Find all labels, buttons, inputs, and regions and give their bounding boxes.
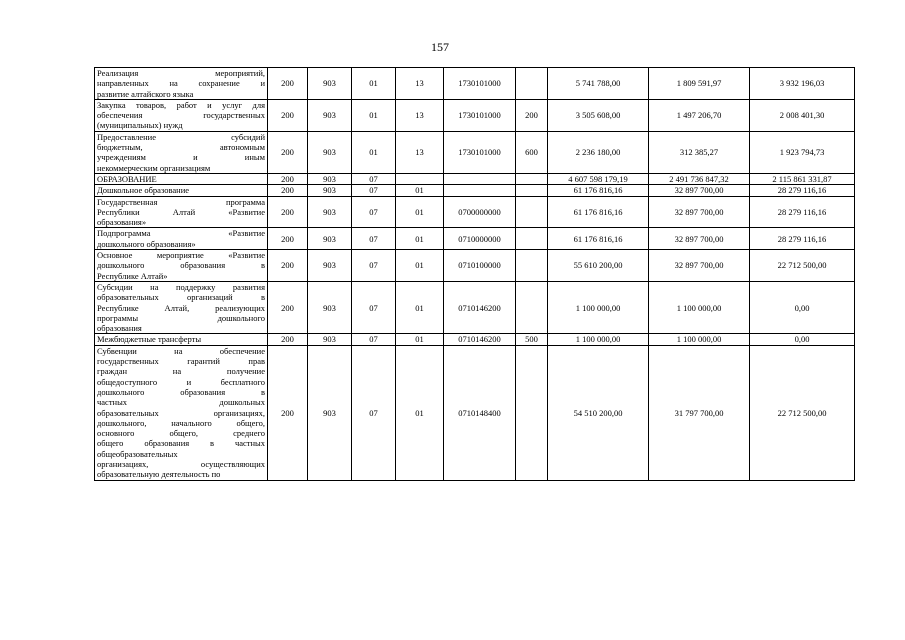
ved-cell: 903	[308, 281, 352, 333]
item-name-line: Дошкольное образование	[97, 185, 190, 196]
total-amount-cell: 1 100 000,00	[548, 281, 649, 333]
table-row	[95, 68, 855, 100]
item-name-line: общеобразовательных	[97, 448, 178, 459]
grbs-cell: 200	[268, 68, 308, 100]
target-article-cell: 1730101000	[444, 68, 516, 100]
item-name-line: организациях, осуществляющих	[97, 458, 265, 469]
item-name-line: образовательных организациях,	[97, 407, 265, 418]
subsection-cell: 13	[396, 131, 444, 173]
ved-cell: 903	[308, 196, 352, 228]
grbs-cell: 200	[268, 281, 308, 333]
section-cell: 01	[352, 68, 396, 100]
subsection-cell: 01	[396, 250, 444, 282]
total-amount-cell: 61 176 816,16	[548, 196, 649, 228]
target-article-cell	[444, 173, 516, 184]
ved-cell: 903	[308, 228, 352, 250]
item-name-line: дошкольного образования в	[97, 260, 265, 271]
federal-amount-cell: 312 385,27	[649, 131, 750, 173]
item-name-line: государственных гарантий прав	[97, 356, 265, 367]
target-article-cell: 0710146200	[444, 281, 516, 333]
expense-type-cell: 200	[516, 99, 548, 131]
item-name-line: Реализация мероприятий,	[97, 68, 265, 78]
item-name-line: основного общего, среднего	[97, 428, 265, 439]
regional-amount-cell: 28 279 116,16	[750, 185, 855, 196]
item-name-cell	[95, 228, 268, 250]
expense-type-cell	[516, 281, 548, 333]
grbs-cell: 200	[268, 131, 308, 173]
item-name-line: образовательную деятельность по	[97, 469, 221, 480]
federal-amount-cell: 1 497 206,70	[649, 99, 750, 131]
target-article-cell: 0710100000	[444, 250, 516, 282]
item-name-line: Государственная программа	[97, 196, 265, 207]
ved-cell: 903	[308, 99, 352, 131]
table-row	[95, 250, 855, 282]
item-name-line: частных дошкольных	[97, 397, 265, 408]
table-row	[95, 281, 855, 333]
grbs-cell: 200	[268, 228, 308, 250]
item-name-line: некоммерческим организациям	[97, 162, 211, 173]
ved-cell: 903	[308, 250, 352, 282]
ved-cell: 903	[308, 345, 352, 480]
regional-amount-cell: 0,00	[750, 334, 855, 345]
item-name-line: развитие алтайского языка	[97, 88, 194, 99]
total-amount-cell: 2 236 180,00	[548, 131, 649, 173]
total-amount-cell: 54 510 200,00	[548, 345, 649, 480]
regional-amount-cell: 28 279 116,16	[750, 228, 855, 250]
federal-amount-cell: 32 897 700,00	[649, 228, 750, 250]
grbs-cell: 200	[268, 334, 308, 345]
item-name-line: образования	[97, 323, 142, 334]
total-amount-cell: 4 607 598 179,19	[548, 173, 649, 184]
regional-amount-cell: 2 008 401,30	[750, 99, 855, 131]
budget-table	[94, 67, 855, 481]
section-cell: 07	[352, 185, 396, 196]
grbs-cell: 200	[268, 99, 308, 131]
page-number: 157	[431, 40, 449, 54]
federal-amount-cell: 1 100 000,00	[649, 281, 750, 333]
total-amount-cell: 1 100 000,00	[548, 334, 649, 345]
regional-amount-cell: 0,00	[750, 281, 855, 333]
federal-amount-cell: 2 491 736 847,32	[649, 173, 750, 184]
expense-type-cell: 600	[516, 131, 548, 173]
item-name-line: Подпрограмма «Развитие	[97, 228, 265, 239]
subsection-cell: 01	[396, 345, 444, 480]
item-name-line: Субвенции на обеспечение	[97, 345, 265, 356]
section-cell: 07	[352, 345, 396, 480]
target-article-cell: 0710000000	[444, 228, 516, 250]
total-amount-cell: 3 505 608,00	[548, 99, 649, 131]
item-name-line: программы дошкольного	[97, 312, 265, 323]
regional-amount-cell: 2 115 861 331,87	[750, 173, 855, 184]
item-name-line: дошкольного, начального общего,	[97, 417, 265, 428]
item-name-line: граждан на получение	[97, 366, 265, 377]
regional-amount-cell: 3 932 196,03	[750, 68, 855, 100]
federal-amount-cell: 31 797 700,00	[649, 345, 750, 480]
section-cell: 07	[352, 250, 396, 282]
item-name-line: Субсидии на поддержку развития	[97, 281, 265, 292]
section-cell: 07	[352, 334, 396, 345]
ved-cell: 903	[308, 131, 352, 173]
item-name-line: направленных на сохранение и	[97, 78, 265, 89]
federal-amount-cell: 32 897 700,00	[649, 196, 750, 228]
total-amount-cell: 61 176 816,16	[548, 228, 649, 250]
item-name-line: Основное мероприятие «Развитие	[97, 250, 265, 261]
item-name-line: (муниципальных) нужд	[97, 120, 183, 131]
subsection-cell: 01	[396, 281, 444, 333]
federal-amount-cell: 32 897 700,00	[649, 185, 750, 196]
target-article-cell: 1730101000	[444, 99, 516, 131]
ved-cell: 903	[308, 68, 352, 100]
subsection-cell: 01	[396, 196, 444, 228]
table-row	[95, 345, 855, 480]
subsection-cell: 13	[396, 99, 444, 131]
item-name-line: образования»	[97, 217, 147, 228]
regional-amount-cell: 22 712 500,00	[750, 345, 855, 480]
item-name-cell	[95, 68, 268, 100]
item-name-cell	[95, 250, 268, 282]
item-name-cell	[95, 99, 268, 131]
subsection-cell: 01	[396, 185, 444, 196]
federal-amount-cell: 32 897 700,00	[649, 250, 750, 282]
table-row	[95, 185, 855, 196]
table-row	[95, 99, 855, 131]
item-name-line: Предоставление субсидий	[97, 131, 265, 142]
table-row	[95, 228, 855, 250]
section-cell: 01	[352, 99, 396, 131]
federal-amount-cell: 1 100 000,00	[649, 334, 750, 345]
section-cell: 01	[352, 131, 396, 173]
expense-type-cell	[516, 345, 548, 480]
expense-type-cell	[516, 228, 548, 250]
federal-amount-cell: 1 809 591,97	[649, 68, 750, 100]
item-name-line: Межбюджетные трансферты	[97, 334, 202, 345]
regional-amount-cell: 22 712 500,00	[750, 250, 855, 282]
item-name-cell	[95, 334, 268, 345]
table-row	[95, 131, 855, 173]
section-cell: 07	[352, 196, 396, 228]
regional-amount-cell: 28 279 116,16	[750, 196, 855, 228]
expense-type-cell: 500	[516, 334, 548, 345]
total-amount-cell: 55 610 200,00	[548, 250, 649, 282]
item-name-line: обеспечения государственных	[97, 110, 265, 121]
ved-cell: 903	[308, 185, 352, 196]
target-article-cell	[444, 185, 516, 196]
regional-amount-cell: 1 923 794,73	[750, 131, 855, 173]
item-name-cell	[95, 345, 268, 480]
item-name-line: Республике Алтай, реализующих	[97, 302, 265, 313]
table-row	[95, 196, 855, 228]
grbs-cell: 200	[268, 250, 308, 282]
item-name-line: ОБРАЗОВАНИЕ	[97, 173, 157, 184]
section-cell: 07	[352, 173, 396, 184]
expense-type-cell	[516, 185, 548, 196]
subsection-cell: 01	[396, 228, 444, 250]
grbs-cell: 200	[268, 345, 308, 480]
item-name-cell	[95, 281, 268, 333]
expense-type-cell	[516, 68, 548, 100]
item-name-cell	[95, 196, 268, 228]
item-name-cell	[95, 185, 268, 196]
expense-type-cell	[516, 250, 548, 282]
item-name-line: дошкольного образования в	[97, 386, 265, 397]
target-article-cell: 0710146200	[444, 334, 516, 345]
item-name-cell	[95, 173, 268, 184]
expense-type-cell	[516, 173, 548, 184]
ved-cell: 903	[308, 173, 352, 184]
item-name-cell	[95, 131, 268, 173]
item-name-line: учреждениям и иным	[97, 152, 265, 163]
total-amount-cell: 5 741 788,00	[548, 68, 649, 100]
table-row	[95, 334, 855, 345]
item-name-line: образовательных организаций в	[97, 292, 265, 303]
item-name-line: общедоступного и бесплатного	[97, 376, 265, 387]
subsection-cell	[396, 173, 444, 184]
total-amount-cell: 61 176 816,16	[548, 185, 649, 196]
target-article-cell: 0710148400	[444, 345, 516, 480]
item-name-line: Республики Алтай «Развитие	[97, 206, 265, 217]
ved-cell: 903	[308, 334, 352, 345]
grbs-cell: 200	[268, 185, 308, 196]
target-article-cell: 0700000000	[444, 196, 516, 228]
item-name-line: дошкольного образования»	[97, 238, 196, 249]
section-cell: 07	[352, 228, 396, 250]
item-name-line: бюджетным, автономным	[97, 142, 265, 153]
grbs-cell: 200	[268, 196, 308, 228]
item-name-line: общего образования в частных	[97, 438, 265, 449]
target-article-cell: 1730101000	[444, 131, 516, 173]
table-body	[95, 68, 855, 481]
subsection-cell: 01	[396, 334, 444, 345]
item-name-line: Закупка товаров, работ и услуг для	[97, 99, 265, 110]
item-name-line: Республике Алтай»	[97, 270, 168, 281]
table-row	[95, 173, 855, 184]
grbs-cell: 200	[268, 173, 308, 184]
subsection-cell: 13	[396, 68, 444, 100]
section-cell: 07	[352, 281, 396, 333]
expense-type-cell	[516, 196, 548, 228]
